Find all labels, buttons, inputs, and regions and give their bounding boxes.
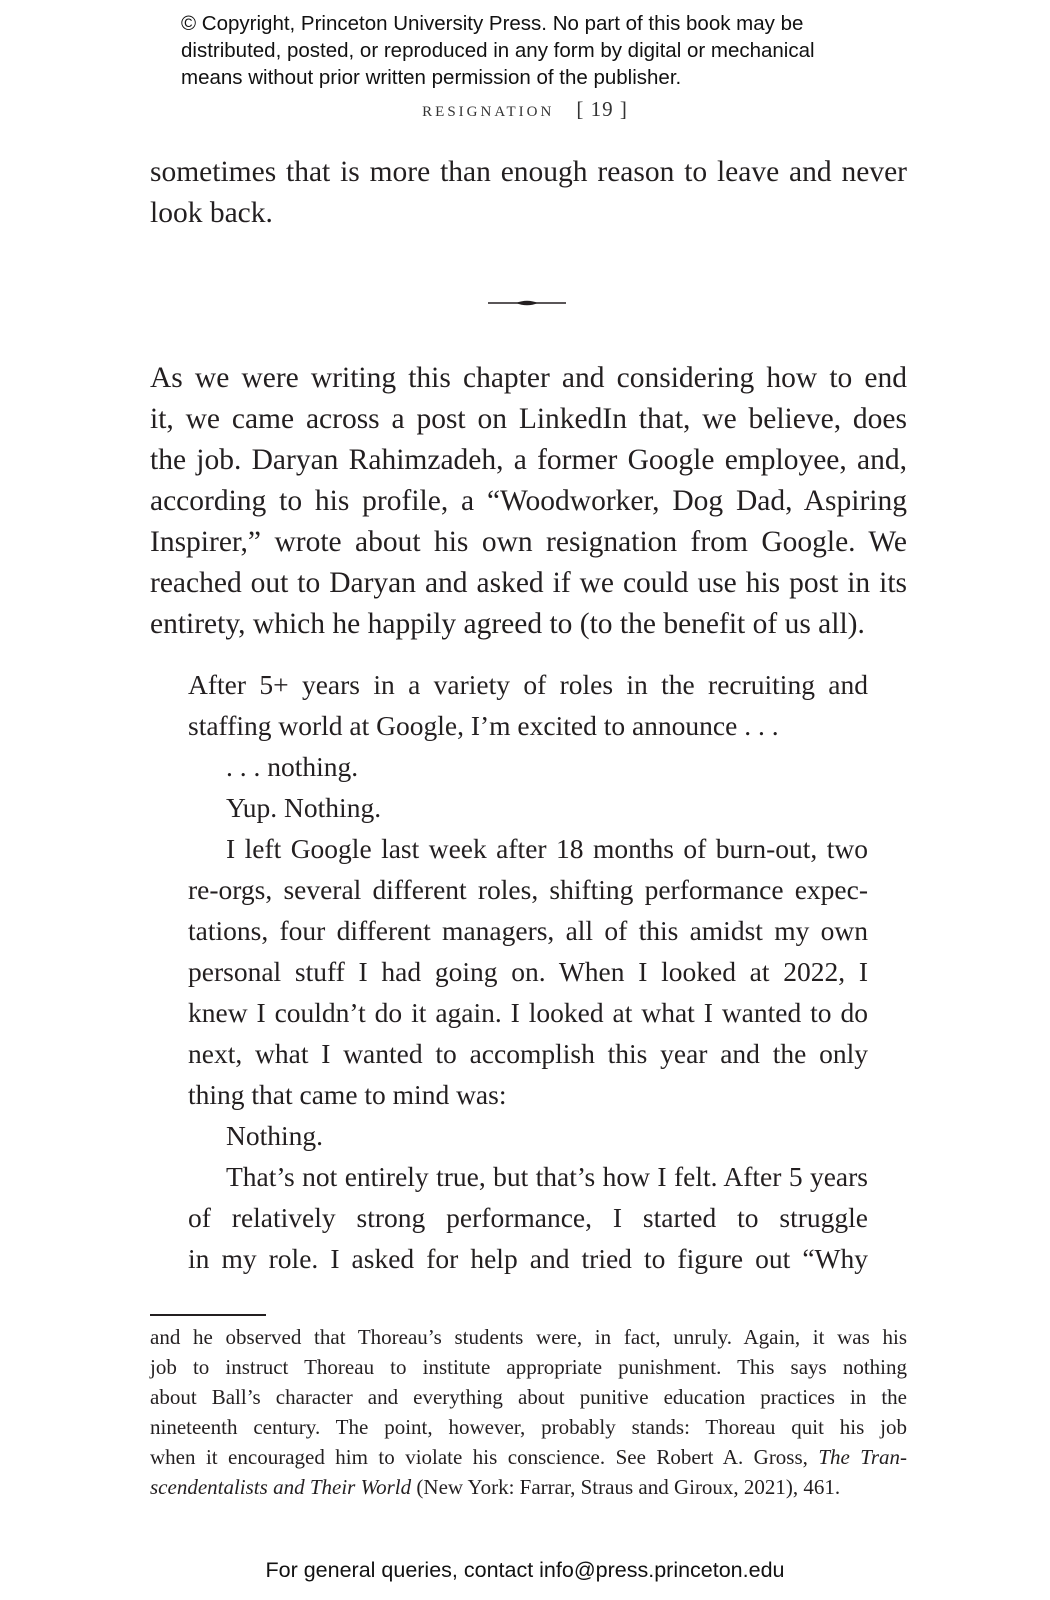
footnote-line: nineteenth century. The point, however, probably stands: Thoreau quit his job: [150, 1415, 907, 1439]
quote-line: knew I couldn’t do it again. I looked at what I wanted to do: [188, 997, 868, 1028]
running-head-title: resignation: [422, 96, 555, 121]
quote-line: . . . nothing.: [226, 751, 359, 782]
quote-line: of relatively strong performance, I started to struggle: [188, 1202, 868, 1233]
quote-line: re-orgs, several different roles, shifting performance expec-: [188, 874, 868, 905]
footnote-text: when it encouraged him to violate his conscience. See Robert A. Gross,: [150, 1445, 808, 1469]
quote-line: Nothing.: [226, 1120, 324, 1151]
copyright-line: © Copyright, Princeton University Press. No part of this book may be: [181, 12, 804, 35]
quote-line: After 5+ years in a variety of roles in the recruiting and: [188, 669, 868, 700]
book-title: The Tran-: [818, 1445, 907, 1469]
quote-line: That’s not entirely true, but that’s how I felt. After 5 years: [226, 1161, 868, 1192]
quote-line: Yup. Nothing.: [226, 792, 382, 823]
footnote: [150, 1322, 907, 1502]
text-line: look back.: [150, 197, 273, 229]
quote-line: staffing world at Google, I’m excited to announce . . .: [188, 710, 779, 741]
book-title: scendentalists and Their World: [150, 1475, 412, 1499]
text-line: according to his profile, a “Woodworker, Dog Dad, Aspiring: [150, 485, 907, 517]
citation-details: (New York: Farrar, Straus and Giroux, 2021), 461.: [411, 1475, 841, 1499]
footnote-line: job to instruct Thoreau to institute appropriate punishment. This says nothing: [150, 1355, 907, 1379]
footnote-line: [150, 1442, 907, 1472]
copyright-line: distributed, posted, or reproduced in any form by digital or mechanical: [181, 39, 815, 62]
continued-paragraph: [150, 152, 907, 234]
contact-line: For general queries, contact info@press.princeton.edu: [265, 1558, 785, 1582]
text-line: sometimes that is more than enough reason to leave and never: [150, 156, 907, 188]
running-head: [0, 96, 1050, 122]
copyright-line: means without prior written permission of the publisher.: [181, 66, 682, 89]
text-line: the job. Daryan Rahimzadeh, a former Google employee, and,: [150, 444, 907, 476]
footnote-line: about Ball’s character and everything about punitive education practices in the: [150, 1385, 907, 1409]
footnote-rule: [150, 1314, 266, 1316]
quote-line: next, what I wanted to accomplish this year and the only: [188, 1038, 868, 1069]
quote-line: in my role. I asked for help and tried to figure out “Why: [188, 1243, 868, 1274]
footnote-line: [150, 1472, 907, 1502]
section-break-ornament: [488, 298, 566, 308]
text-line: reached out to Daryan and asked if we could use his post in its: [150, 567, 907, 599]
quote-line: personal stuff I had going on. When I looked at 2022, I: [188, 956, 868, 987]
text-line: it, we came across a post on LinkedIn that, we believe, does: [150, 403, 907, 435]
copyright-notice: [181, 10, 901, 91]
footnote-line: and he observed that Thoreau’s students were, in fact, unruly. Again, it was his: [150, 1325, 907, 1349]
text-line: As we were writing this chapter and considering how to end: [150, 362, 907, 394]
text-line: Inspirer,” wrote about his own resignation from Google. We: [150, 526, 907, 558]
intro-paragraph: [150, 358, 907, 645]
quote-line: thing that came to mind was:: [188, 1079, 507, 1110]
page-number: [ 19 ]: [576, 97, 628, 121]
quote-line: tations, four different managers, all of this amidst my own: [188, 915, 868, 946]
block-quote: [188, 664, 868, 1279]
text-line: entirety, which he happily agreed to (to the benefit of us all).: [150, 608, 865, 640]
quote-line: I left Google last week after 18 months of burn-out, two: [226, 833, 868, 864]
